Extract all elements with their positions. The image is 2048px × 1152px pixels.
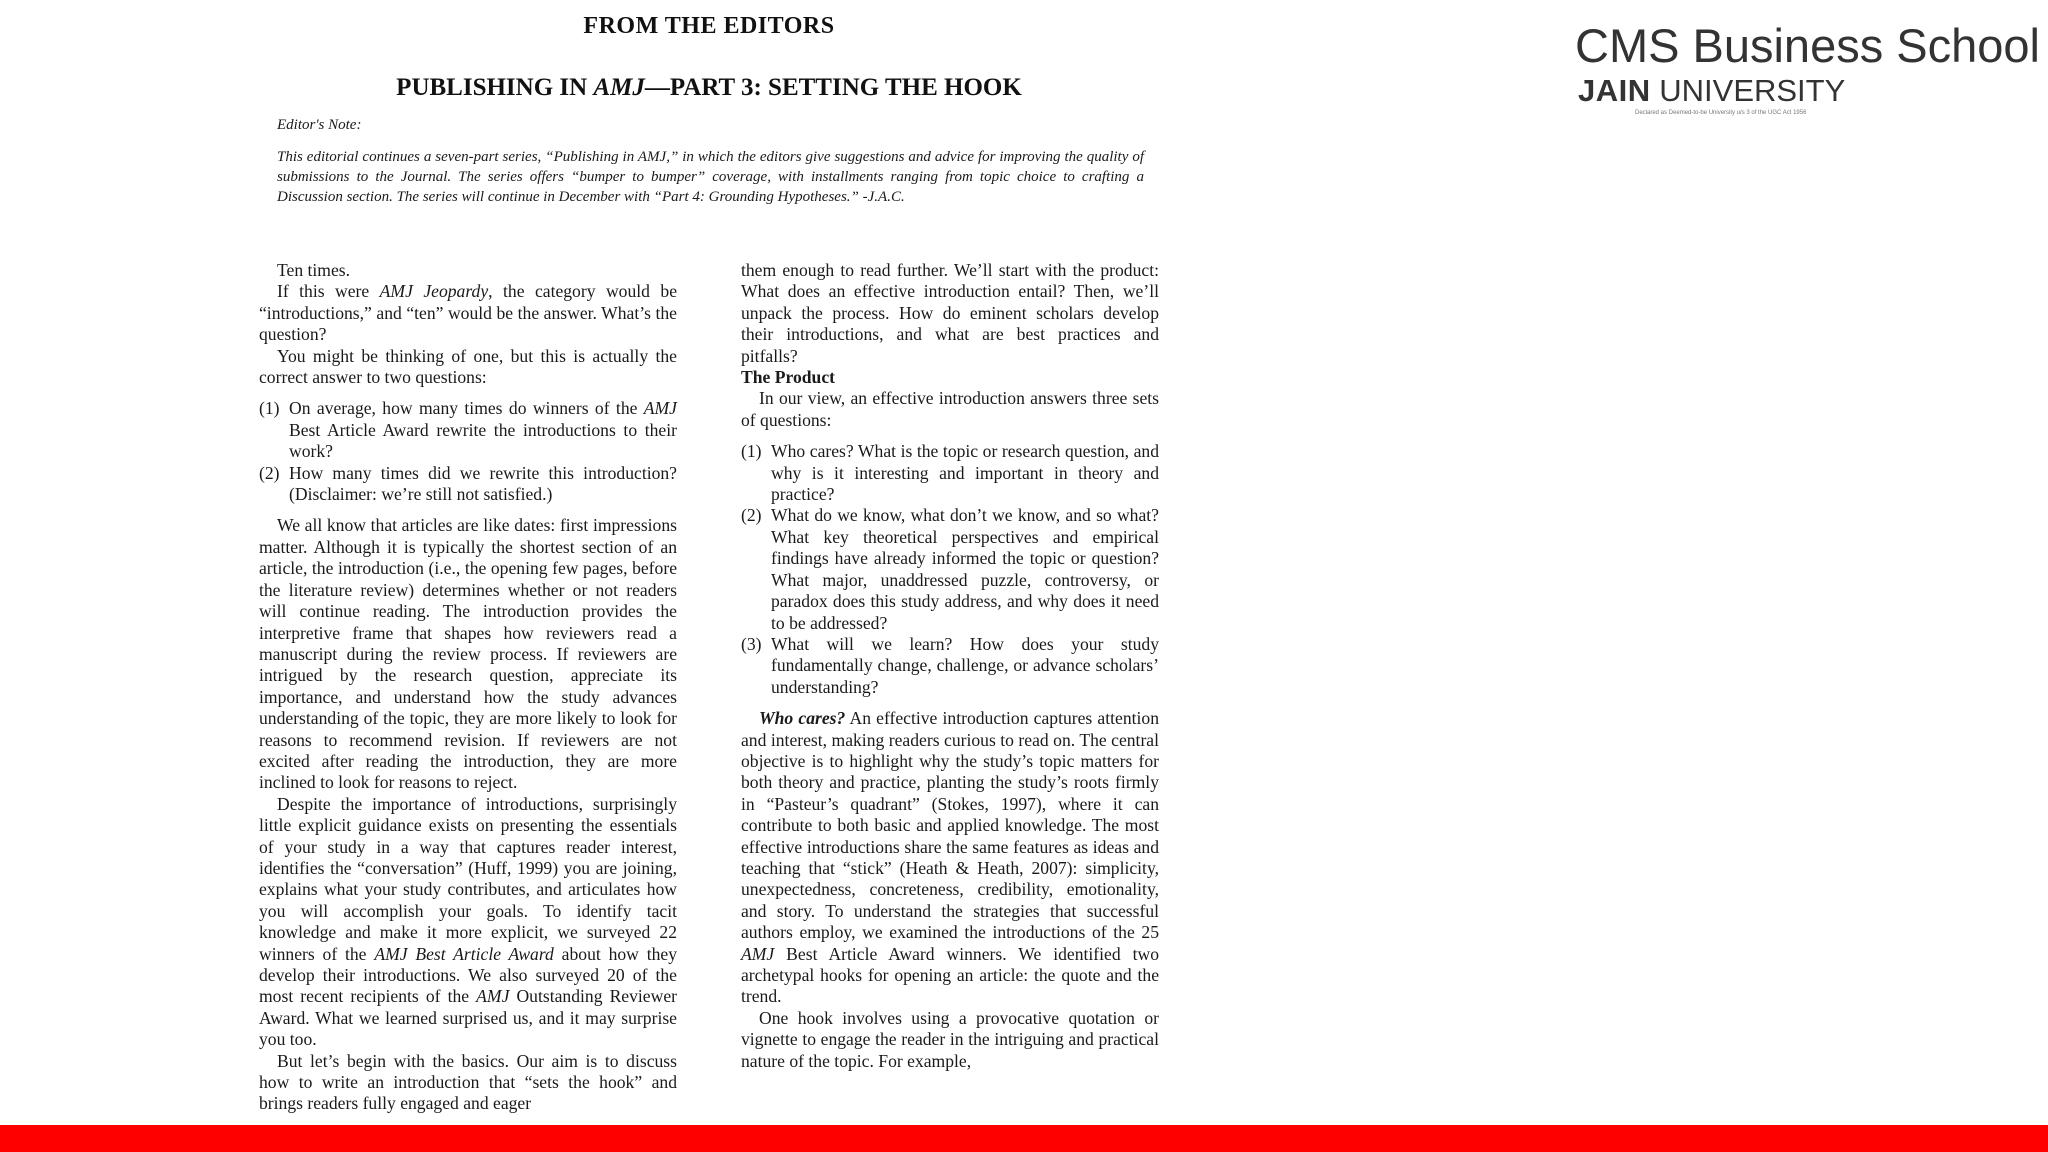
paragraph: them enough to read further. We’ll start with the product: What does an effective introduction entail? Then, we’ll unpack the process. How do eminent scholars develop their introductions, and what are best practices and pitfalls?	[741, 260, 1159, 366]
paragraph: In our view, an effective introduction answers three sets of questions:	[741, 388, 1159, 430]
paragraph: But let’s begin with the basics. Our aim is to discuss how to write an introduction that “sets the hook” and brings readers fully engaged and eager	[259, 1050, 677, 1114]
logo-tagline: Declared as Deemed-to-be University u/s 3 of the UGC Act 1956	[1635, 110, 1807, 116]
list-item: (1) On average, how many times do winners of the AMJ Best Article Award rewrite the introductions to their work?	[259, 398, 677, 462]
logo-subtitle: JAIN UNIVERSITY	[1578, 73, 1846, 108]
section-header: FROM THE EDITORS	[583, 13, 835, 39]
list-item: (1) Who cares? What is the topic or research question, and why is it interesting and important in theory and practice?	[741, 441, 1159, 505]
cms-business-school-logo	[1575, 18, 2040, 116]
question-list	[259, 398, 677, 505]
left-column	[259, 260, 677, 1115]
paragraph: Despite the importance of introductions, surprisingly little explicit guidance exists on presenting the essentials of your study in a way that captures reader interest, identifies the “conversation” (Huff, 1999) you are joining, explains what your study contributes, and articulates how you will accomplish your goals. To identify tacit knowledge and make it more explicit, we surveyed 22 winners of the AMJ Best Article Award about how they develop their introductions. We also surveyed 20 of the most recent recipients of the AMJ Outstanding Reviewer Award. What we learned surprised us, and it may surprise you too.	[259, 793, 677, 1050]
editors-note-label: Editor's Note:	[277, 117, 362, 133]
section-heading: The Product	[741, 367, 835, 388]
list-item: (3) What will we learn? How does your study fundamentally change, challenge, or advance scholars’ understanding?	[741, 633, 1159, 697]
article-title: PUBLISHING IN AMJ—PART 3: SETTING THE HOOK	[396, 74, 1022, 101]
right-column	[741, 260, 1159, 1072]
logo-title: CMS Business School	[1575, 19, 2040, 72]
paragraph: We all know that articles are like dates: first impressions matter. Although it is typically the shortest section of an article, the introduction (i.e., the opening few pages, before the literature review) determines whether or not readers will continue reading. The introduction provides the interpretive frame that shapes how reviewers read a manuscript during the review process. If reviewers are intrigued by the research question, appreciate its importance, and understand how the study advances understanding of the topic, they are more likely to look for reasons to recommend revision. If reviewers are not excited after reading the introduction, they are more inclined to look for reasons to reject.	[259, 515, 677, 793]
editors-note-body: This editorial continues a seven-part series, “Publishing in AMJ,” in which the editors give suggestions and advice for improving the quality of submissions to the Journal. The series offers “bumper to bumper” coverage, with installments ranging from topic choice to crafting a Discussion section. The series will continue in December with “Part 4: Grounding Hypotheses.” -J.A.C.	[277, 149, 1144, 205]
list-item: (2) How many times did we rewrite this introduction? (Disclaimer: we’re still not satisfied.)	[259, 462, 677, 505]
paragraph: If this were AMJ Jeopardy, the category would be “introductions,” and “ten” would be the answer. What’s the question?	[259, 281, 678, 345]
bottom-red-bar	[0, 1125, 2048, 1152]
list-item: (2) What do we know, what don’t we know, and so what? What key theoretical perspectives and empirical findings have already informed the topic or question? What major, unaddressed puzzle, controversy, or paradox does this study address, and why does it need to be addressed?	[741, 505, 1159, 633]
paragraph: Who cares? An effective introduction captures attention and interest, making readers curious to read on. The central objective is to highlight why the study’s topic matters for both theory and practice, planting the study’s roots firmly in “Pasteur’s quadrant” (Stokes, 1997), where it can contribute to both basic and applied knowledge. The most effective introductions share the same features as ideas and teaching that “stick” (Heath & Heath, 2007): simplicity, unexpectedness, concreteness, credibility, emotionality, and story. To understand the strategies that successful authors employ, we examined the introductions of the 25 AMJ Best Article Award winners. We identified two archetypal hooks for opening an article: the quote and the trend.	[741, 708, 1159, 1007]
paragraph: You might be thinking of one, but this is actually the correct answer to two questions:	[259, 345, 677, 388]
question-list	[741, 441, 1159, 698]
paragraph: One hook involves using a provocative quotation or vignette to engage the reader in the intriguing and practical nature of the topic. For example,	[741, 1007, 1159, 1071]
paragraph: Ten times.	[277, 260, 351, 280]
